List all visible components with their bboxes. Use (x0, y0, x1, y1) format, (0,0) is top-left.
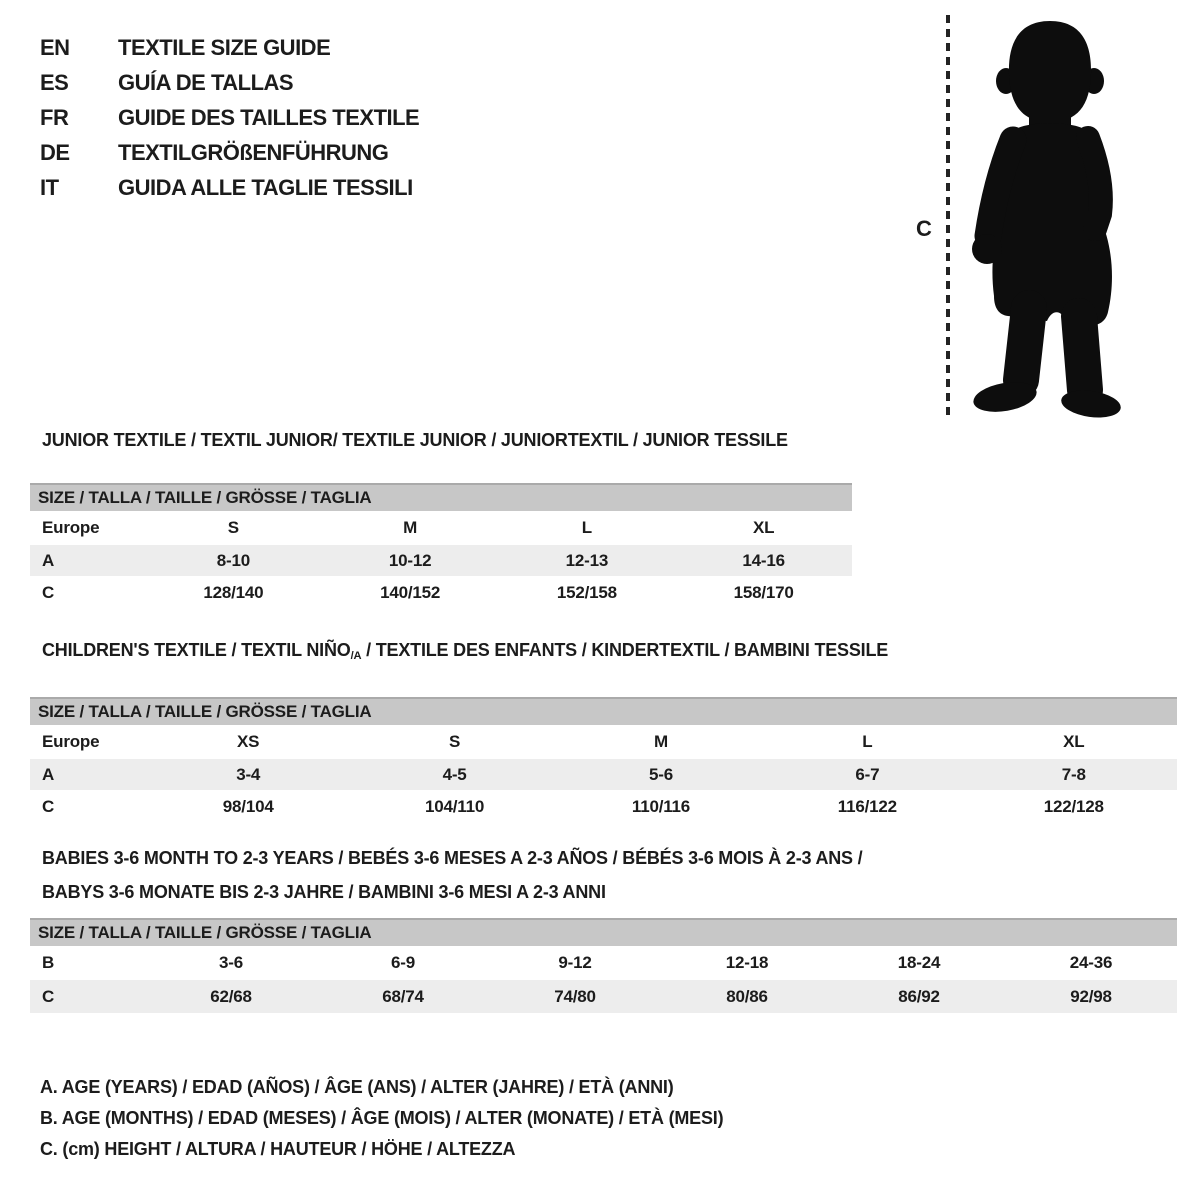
size-cell: 3-4 (236, 764, 261, 784)
language-code: EN (40, 34, 70, 60)
table-row (30, 980, 1177, 1013)
language-title: TEXTILE SIZE GUIDE (118, 34, 331, 60)
table-row (30, 576, 852, 609)
table-row (30, 511, 852, 545)
size-cell: XS (237, 732, 260, 752)
children-size-table (30, 725, 1177, 823)
junior-size-table (30, 511, 852, 609)
size-cell: 68/74 (382, 986, 424, 1006)
row-label: A (42, 550, 55, 570)
size-cell: 122/128 (1043, 796, 1104, 816)
size-cell: 18-24 (897, 953, 941, 972)
size-cell: 158/170 (733, 582, 794, 602)
size-cell: 74/80 (554, 986, 596, 1006)
size-cell: 3-6 (219, 953, 243, 972)
size-cell: M (653, 732, 668, 752)
babies-section (30, 846, 1177, 1013)
size-cell: 9-12 (558, 953, 592, 972)
row-label: B (42, 953, 55, 972)
size-cell: 6-7 (855, 764, 880, 784)
table-row (30, 545, 852, 576)
size-cell: 80/86 (726, 986, 768, 1006)
legend-line-b: B. AGE (MONTHS) / EDAD (MESES) / ÂGE (MOIS) / ALTER (MONATE) / ETÀ (MESI) (40, 1108, 724, 1128)
language-title: TEXTILGRÖßENFÜHRUNG (118, 139, 389, 165)
language-code: DE (40, 139, 70, 165)
junior-section (30, 428, 852, 609)
table-row (30, 725, 1177, 759)
babies-size-table (30, 946, 1177, 1013)
size-cell: 140/152 (380, 582, 441, 602)
size-cell: 104/110 (425, 796, 485, 816)
row-label: Europe (42, 732, 100, 752)
language-row (40, 170, 419, 205)
size-cell: 7-8 (1061, 764, 1086, 784)
language-row (40, 135, 419, 170)
language-row (40, 65, 419, 100)
size-cell: 24-36 (1069, 953, 1113, 972)
legend-line-c: C. (cm) HEIGHT / ALTURA / HAUTEUR / HÖHE / ALTEZZA (40, 1139, 516, 1159)
size-cell: S (227, 518, 239, 537)
size-cell: 152/158 (556, 582, 617, 602)
height-dashed-line (946, 15, 950, 417)
row-label: C (42, 582, 55, 602)
language-code: ES (40, 69, 69, 95)
size-cell: L (862, 732, 873, 752)
table-row (30, 759, 1177, 790)
children-title-main: CHILDREN'S TEXTILE / TEXTIL NIÑO (42, 640, 351, 660)
size-cell: L (581, 518, 592, 537)
size-header-label: SIZE / TALLA / TAILLE / GRÖSSE / TAGLIA (38, 923, 372, 942)
row-label: C (42, 986, 55, 1006)
size-cell: S (449, 732, 461, 752)
babies-section-title-line1: BABIES 3-6 MONTH TO 2-3 YEARS / BEBÉS 3-6 MESES A 2-3 AÑOS / BÉBÉS 3-6 MOIS À 2-3 ANS / (42, 848, 863, 868)
language-title: GUIDE DES TAILLES TEXTILE (118, 104, 420, 130)
children-title-sub: /A (350, 650, 362, 663)
height-measure-label: C (916, 216, 932, 241)
size-cell: 10-12 (388, 550, 432, 570)
language-code: IT (40, 174, 59, 200)
size-cell: 128/140 (203, 582, 264, 602)
children-section-title (42, 638, 1177, 668)
language-title: GUIDA ALLE TAGLIE TESSILI (118, 174, 413, 200)
children-section (30, 638, 1177, 823)
size-cell: 110/116 (631, 796, 691, 816)
legend (40, 1072, 723, 1165)
size-header-label: SIZE / TALLA / TAILLE / GRÖSSE / TAGLIA (38, 488, 372, 507)
size-cell: 8-10 (216, 550, 250, 570)
size-cell: 5-6 (648, 764, 673, 784)
size-cell: XL (1063, 732, 1085, 752)
table-row (30, 946, 1177, 980)
junior-section-title: JUNIOR TEXTILE / TEXTIL JUNIOR/ TEXTILE JUNIOR / JUNIORTEXTIL / JUNIOR TESSILE (42, 430, 788, 450)
row-label: Europe (42, 518, 100, 537)
size-cell: XL (752, 518, 775, 537)
size-cell: 12-13 (565, 550, 609, 570)
language-list (40, 30, 419, 205)
size-cell: 86/92 (898, 986, 940, 1006)
babies-section-title-line2: BABYS 3-6 MONATE BIS 2-3 JAHRE / BAMBINI 3-6 MESI A 2-3 ANNI (42, 882, 606, 902)
children-size-header-bar (30, 697, 1177, 725)
size-cell: 14-16 (742, 550, 785, 570)
size-cell: 4-5 (442, 764, 467, 784)
row-label: A (42, 764, 55, 784)
language-row (40, 100, 419, 135)
language-row (40, 30, 419, 65)
size-cell: 92/98 (1070, 986, 1112, 1006)
size-cell: 98/104 (222, 796, 274, 816)
legend-line-a: A. AGE (YEARS) / EDAD (AÑOS) / ÂGE (ANS) / ALTER (JAHRE) / ETÀ (ANNI) (40, 1077, 674, 1097)
row-label: C (42, 796, 55, 816)
size-cell: 6-9 (391, 953, 415, 972)
language-code: FR (40, 104, 69, 130)
language-title: GUÍA DE TALLAS (118, 69, 294, 95)
toddler-silhouette-icon (963, 18, 1138, 418)
size-header-label: SIZE / TALLA / TAILLE / GRÖSSE / TAGLIA (38, 702, 372, 722)
size-cell: 116/122 (837, 796, 897, 816)
junior-size-header-bar (30, 483, 852, 511)
size-cell: 62/68 (210, 986, 252, 1006)
table-row (30, 790, 1177, 823)
size-cell: 12-18 (725, 953, 769, 972)
size-cell: M (403, 518, 418, 537)
babies-size-header-bar (30, 918, 1177, 946)
children-title-rest: / TEXTILE DES ENFANTS / KINDERTEXTIL / BAMBINI TESSILE (361, 640, 889, 660)
